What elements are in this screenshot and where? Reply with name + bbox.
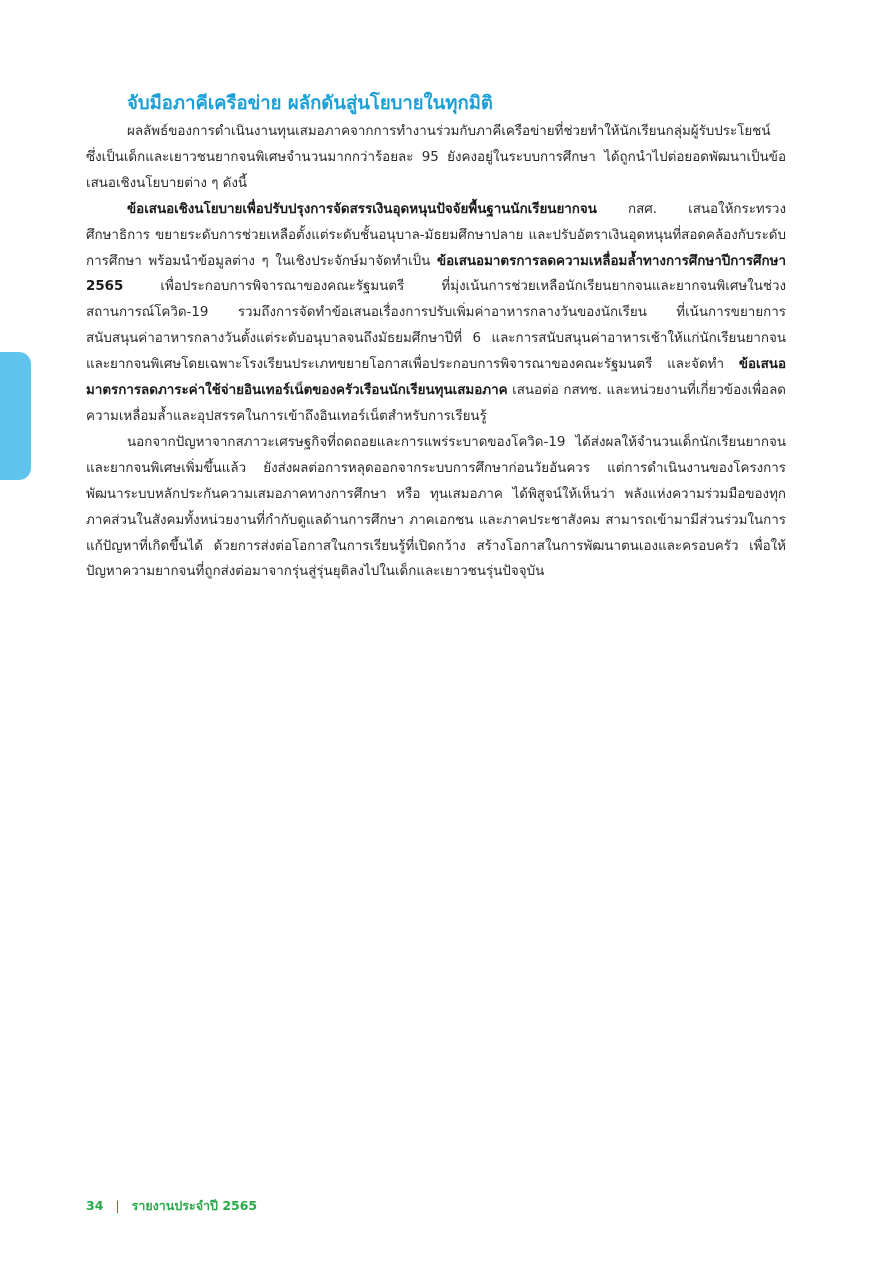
section-side-tab xyxy=(0,352,31,480)
bold-phrase-subsidy-proposal: ข้อเสนอเชิงนโยบายเพื่อปรับปรุงการจัดสรรเงินอุดหนุนปัจจัยพื้นฐานนักเรียนยากจน xyxy=(127,201,597,217)
report-title: รายงานประจำปี 2565 xyxy=(131,1198,258,1213)
section-heading: จับมือภาคีเครือข่าย ผลักดันสู่นโยบายในทุกมิติ xyxy=(127,93,493,114)
paragraph-text: ผลลัพธ์ของการดำเนินงานทุนเสมอภาคจากการทำงานร่วมกับภาคีเครือข่ายที่ช่วยทำให้นักเรียนกลุ่มผู้รับประโยชน์ ซึ่งเป็นเด็กและเยาวชนยากจนพิเศษจำนวนมากกว่าร้อยละ 95 ยังคงอยู่ในระบบการศึกษา ได้ถูกนำไปต่อยอดพัฒนาเป็นข้อเสนอเชิงนโยบายต่าง ๆ ดังนี้ xyxy=(86,124,786,191)
paragraph-policy-proposals xyxy=(86,197,786,430)
bold-phrase-inequality-measures: ข้อเสนอมาตรการลดความเหลื่อมล้ำทางการศึกษาปีการศึกษา 2565 xyxy=(86,253,786,295)
paragraph-text: เสนอต่อ กสทช. และหน่วยงานที่เกี่ยวข้องเพื่อลดความเหลื่อมล้ำและอุปสรรคในการเข้าถึงอินเทอร์เน็ตสำหรับการเรียนรู้ xyxy=(86,383,786,424)
article-body xyxy=(86,90,786,585)
page-footer xyxy=(86,1196,257,1216)
page-number: 34 xyxy=(86,1198,104,1213)
paragraph-text: กสศ. เสนอให้กระทรวงศึกษาธิการ ขยายระดับการช่วยเหลือตั้งแต่ระดับชั้นอนุบาล-มัธยมศึกษาปลาย และปรับอัตราเงินอุดหนุนที่สอดคล้องกับระดับการศึกษา พร้อมนำข้อมูลต่าง ๆ ในเชิงประจักษ์มาจัดทำเป็น xyxy=(86,201,786,269)
bold-phrase-internet-cost-measures: ข้อเสนอมาตรการลดภาระค่าใช้จ่ายอินเทอร์เน็ตของครัวเรือนนักเรียนทุนเสมอภาค xyxy=(86,357,786,399)
paragraph-intro xyxy=(86,119,786,197)
paragraph-conclusion xyxy=(86,430,786,585)
paragraph-text: นอกจากปัญหาจากสภาวะเศรษฐกิจที่ถดถอยและการแพร่ระบาดของโควิด-19 ได้ส่งผลให้จำนวนเด็กนักเรียนยากจนและยากจนพิเศษเพิ่มขึ้นแล้ว ยังส่งผลต่อการหลุดออกจากระบบการศึกษาก่อนวัยอันควร แต่การดำเนินงานของโครงการพัฒนาระบบหลักประกันความเสมอภาคทางการศึกษา หรือ ทุนเสมอภาค ได้พิสูจน์ให้เห็นว่า พลังแห่งความร่วมมือของทุกภาคส่วนในสังคมทั้งหน่วยงานที่กำกับดูแลด้านการศึกษา ภาคเอกชน และภาคประชาสังคม สามารถเข้ามามีส่วนร่วมในการแก้ปัญหาที่เกิดขึ้นได้ ด้วยการส่งต่อโอกาสในการเรียนรู้ที่เปิดกว้าง สร้างโอกาสในการพัฒนาตนเองและครอบครัว เพื่อให้ปัญหาความยากจนที่ถูกส่งต่อมาจากรุ่นสู่รุ่นยุติลงไปในเด็กและเยาวชนรุ่นปัจจุบัน xyxy=(86,434,786,580)
footer-separator: | xyxy=(115,1198,120,1213)
paragraph-text: เพื่อประกอบการพิจารณาของคณะรัฐมนตรี ที่มุ่งเน้นการช่วยเหลือนักเรียนยากจนและยากจนพิเศษในช่วงสถานการณ์โควิด-19 รวมถึงการจัดทำข้อเสนอเรื่องการปรับเพิ่มค่าอาหารกลางวันของนักเรียน ที่เน้นการขยายการสนับสนุนค่าอาหารกลางวันตั้งแต่ระดับอนุบาลจนถึงมัธยมศึกษาปีที่ 6 และการสนับสนุนค่าอาหารเช้าให้แก่นักเรียนยากจนและยากจนพิเศษโดยเฉพาะโรงเรียนประเภทขยายโอกาสเพื่อประกอบการพิจารณาของคณะรัฐมนตรี และจัดทำ xyxy=(86,279,786,373)
